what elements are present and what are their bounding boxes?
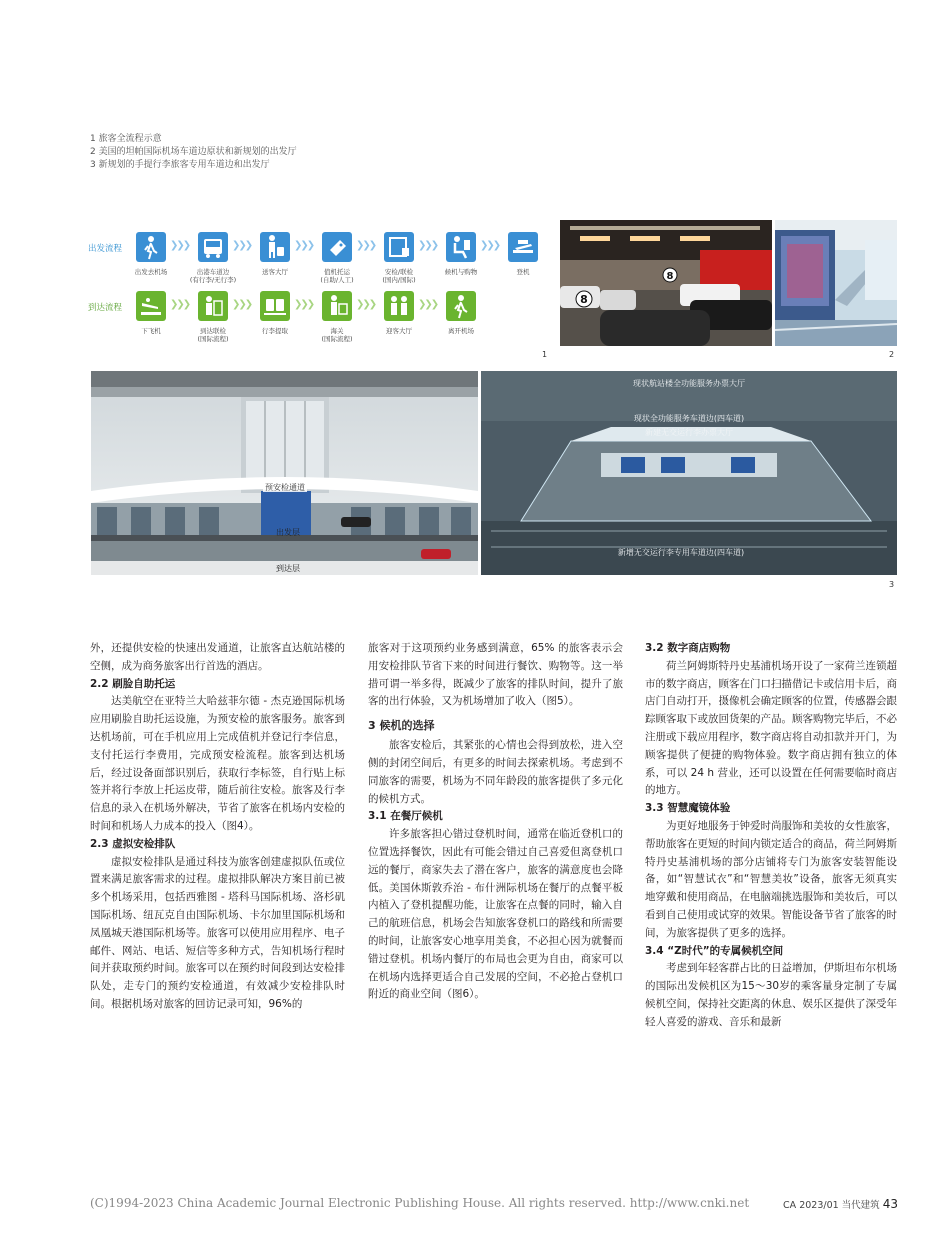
paragraph: 为更好地服务于钟爱时尚服饰和美妆的女性旅客，帮助旅客在更短的时间内锁定适合的商品，荷兰阿姆斯特丹史基浦机场的部分店铺将专门为旅客安装智能设备，如“智慧试衣”和“智慧美妆”设备，旅客无须真实地穿戴和使用商品，在电脑端挑选服饰和美妆后，可以看到自己使用或试穿的效果。智能设备节省了旅客的时间，为旅客提供了更多的选择。 xyxy=(645,819,897,939)
section-heading: 3.4 “Z时代”的专属候机空间 xyxy=(645,944,784,957)
departure-step-label: 值机托运 (自助/人工) xyxy=(320,268,354,284)
new-departure-hall-render xyxy=(775,220,897,346)
flow-arrow-icon: ❯❯❯ xyxy=(170,240,190,251)
flow-arrow-icon: ❯❯❯ xyxy=(232,240,252,251)
security-gate-icon xyxy=(384,232,414,262)
plane-arrival-icon xyxy=(136,291,166,321)
paragraph: 许多旅客担心错过登机时间，通常在临近登机口的位置选择餐饮，因此有可能会错过自己喜爱但离登机口远的餐厅，商家失去了潜在客户，旅客的满意度也会降低。美国休斯敦乔治 - 布什洲际机场在餐厅的点餐平板内植入了登机提醒功能，让旅客在点餐的同时，输入自己的航班信息，机场会告知旅客登机口的路线和所需要的时间，让旅客安心地享用美食，不必担心因为就餐而错过登机。机场内餐厅的布局也会更为自由，商家可以在机场内选择更适合自己发展的空间，不必抢占登机口附近的商业空间（图6）。 xyxy=(368,828,623,1001)
flow-arrow-icon: ❯❯❯ xyxy=(480,240,500,251)
section-heading: 2.2 刷脸自助托运 xyxy=(90,677,176,690)
flow-arrow-icon: ❯❯❯ xyxy=(170,299,190,310)
flow-arrow-icon: ❯❯❯ xyxy=(294,240,314,251)
terminal-section-render xyxy=(91,371,478,575)
bus-icon xyxy=(198,232,228,262)
arrival-step-label: 行李提取 xyxy=(262,327,288,335)
flow-arrow-icon: ❯❯❯ xyxy=(294,299,314,310)
greeting-people-icon xyxy=(384,291,414,321)
journal-issue: CA 2023/01 当代建筑 xyxy=(783,1200,880,1211)
arrival-step-label: 离开机场 xyxy=(448,327,474,335)
section-heading: 3.1 在餐厅候机 xyxy=(368,810,443,823)
departure-step-label: 出发去机场 xyxy=(134,268,168,276)
arrival-step-label: 下飞机 xyxy=(141,327,161,335)
flow-arrow-icon: ❯❯❯ xyxy=(356,240,376,251)
section-heading: 2.3 虚拟安检排队 xyxy=(90,837,176,850)
passenger-flow-diagram xyxy=(88,228,550,358)
route-badge-2: 8 xyxy=(666,271,674,282)
text-column-1 xyxy=(90,640,345,1014)
copyright-footer: (C)1994-2023 China Academic Journal Electronic Publishing House. All rights reserved. http://www.cnki.net xyxy=(90,1196,750,1210)
departure-step-label: 登机 xyxy=(516,268,530,276)
airplane-icon xyxy=(508,232,538,262)
departure-level-label: 出发层 xyxy=(276,528,300,537)
page-footer xyxy=(783,1197,898,1211)
figure-1-number: 1 xyxy=(542,350,548,359)
arrival-level-label: 到达层 xyxy=(276,564,300,573)
departure-step-label: 安检/联检 (国内/国际) xyxy=(382,268,416,284)
pre-security-channel-label: 预安检通道 xyxy=(265,483,305,492)
paragraph: 旅客安检后，其紧张的心情也会得到放松，进入空侧的封闭空间后，有更多的时间去探索机场。考虑到不同旅客的需要，机场为不同年龄段的旅客提供了多元化的候机方式。 xyxy=(368,739,623,805)
arrival-step-label: 迎客大厅 xyxy=(386,327,412,335)
arrival-step-label: 海关 (国际流程) xyxy=(321,327,353,343)
paragraph: 考虑到年轻客群占比的日益增加，伊斯坦布尔机场的国际出发候机区为15～30岁的乘客量身定制了专属候机空间，保持社交距离的休息、娱乐区提供了深受年轻人喜爱的游戏、音乐和最新 xyxy=(645,962,897,1028)
flow-arrow-icon: ❯❯❯ xyxy=(232,299,252,310)
existing-check-in-hall-label: 现状航站楼全功能服务办票大厅 xyxy=(633,379,745,388)
paragraph: 荷兰阿姆斯特丹史基浦机场开设了一家荷兰连锁超市的数字商店，顾客在门口扫描借记卡或信用卡后，商店门自动打开，摄像机会确定顾客的位置，传感器会跟踪顾客取下或放回货架的产品。顾客购物完毕后，不必注册或下载应用程序，数字商店将自动扣款并开门，为顾客提供了便捷的购物体验。数字商店拥有独立的体系，可以 24 h 营业，还可以设置在任何需要临时商店的地方。 xyxy=(645,659,897,797)
departure-step-label: 出港车道边 (有行李/无行李) xyxy=(189,268,237,284)
new-check-in-hall-label: 新建无交运行李办票大厅 xyxy=(645,428,733,437)
figure-captions xyxy=(90,133,297,172)
paragraph: 虚拟安检排队是通过科技为旅客创建虚拟队伍或位置来满足旅客需求的过程。虚拟排队解决方案目前已被多个机场采用，包括西雅图 - 塔科马国际机场、洛杉矶国际机场、纽瓦克自由国际机场、卡尔加里国际机场和凤凰城天港国际机场等。旅客可以使用应用程序、电子邮件、网站、电话、短信等多种方式，告知机场行程时间并获取预约时间。旅客可以在预约时间段到达安检排队处，走专门的预约安检通道，有效减少安检排队时间。根据机场对旅客的回访记录可知，96%的 xyxy=(90,855,345,1010)
departure-flow-label: 出发流程 xyxy=(88,244,123,254)
paragraph: 旅客对于这项预约业务感到满意，65% 的旅客表示会用安检排队节省下来的时间进行餐饮、购物等。这一举措可谓一举多得，既减少了旅客的排队时间，提升了旅客的出行体验，又为机场增加了收入（图5）。 xyxy=(368,642,623,708)
section-heading: 3 候机的选择 xyxy=(368,719,435,733)
caption-1: 1 旅客全流程示意 xyxy=(90,134,162,144)
flow-arrow-icon: ❯❯❯ xyxy=(418,299,438,310)
figure-2-number: 2 xyxy=(889,350,895,359)
text-column-2 xyxy=(368,640,623,1004)
caption-3: 3 新规划的手提行李旅客专用车道边和出发厅 xyxy=(90,160,270,170)
seated-waiting-icon xyxy=(446,232,476,262)
paragraph: 外，还提供安检的快速出发通道，让旅客直达航站楼的空侧，成为商务旅客出行首选的酒店。 xyxy=(90,642,345,672)
caption-2: 2 美国的坦帕国际机场车道边原状和新规划的出发厅 xyxy=(90,147,297,157)
departure-step-label: 候机与购物 xyxy=(444,268,478,276)
curbside-aerial-render xyxy=(481,371,897,575)
departure-step-label: 送客大厅 xyxy=(262,268,288,276)
passport-check-icon xyxy=(198,291,228,321)
route-badge-1: 8 xyxy=(580,293,588,306)
baggage-claim-icon xyxy=(260,291,290,321)
walking-person-icon xyxy=(446,291,476,321)
tampa-curbside-photo xyxy=(560,220,772,346)
walking-person-icon xyxy=(136,232,166,262)
section-heading: 3.3 智慧魔镜体验 xyxy=(645,802,731,815)
new-curbside-label: 新增无交运行李专用车道边(四车道) xyxy=(617,548,745,557)
arrival-step-label: 到达联检 (国际流程) xyxy=(197,327,229,343)
flow-arrow-icon: ❯❯❯ xyxy=(356,299,376,310)
figure-3-number: 3 xyxy=(889,580,895,589)
baggage-tag-icon xyxy=(322,232,352,262)
flow-arrow-icon: ❯❯❯ xyxy=(418,240,438,251)
text-column-3 xyxy=(645,640,897,1032)
person-with-luggage-icon xyxy=(260,232,290,262)
arrival-flow-label: 到达流程 xyxy=(88,303,123,313)
customs-icon xyxy=(322,291,352,321)
existing-curbside-label: 现状全功能服务车道边(四车道) xyxy=(633,414,745,423)
paragraph: 达美航空在亚特兰大哈兹菲尔德 - 杰克逊国际机场应用刷脸自助托运设施，为预安检的旅客服务。旅客到达机场前，可在手机应用上完成值机并登记行李信息，支付托运行李费用，完成预安检流程。旅客到达机场后，经过设备面部识别后，获取行李标签，自行贴上标签并将行李放上托运皮带，随后前往安检。旅客及行李信息的录入在机场外解决，节省了旅客在机场内安检的时间和机场人力成本的投入（图4）。 xyxy=(90,695,345,832)
section-heading: 3.2 数字商店购物 xyxy=(645,642,731,654)
page-number: 43 xyxy=(882,1197,898,1211)
